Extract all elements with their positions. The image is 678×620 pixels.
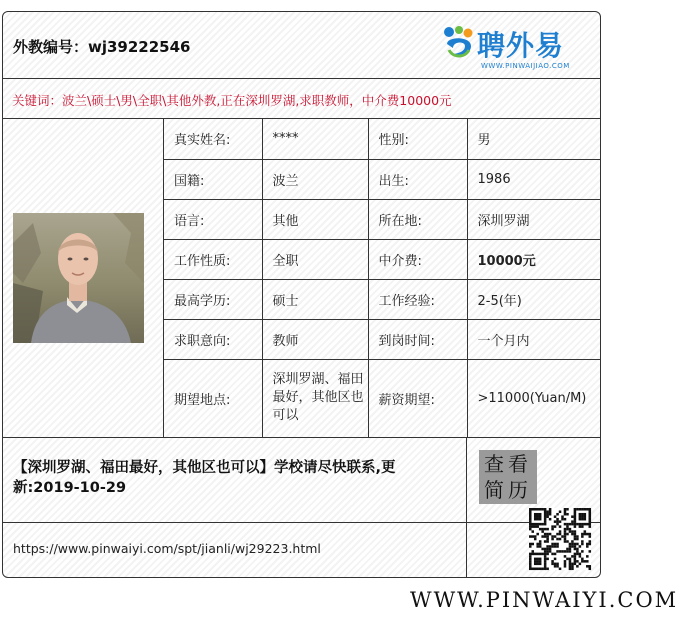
card-header	[3, 12, 600, 79]
profile-info	[3, 119, 600, 437]
label-gender: 性别:	[368, 119, 467, 159]
divider	[466, 437, 467, 578]
label-agency-fee: 中介费:	[368, 239, 467, 279]
value-job-type: 全职	[262, 239, 368, 279]
label-job-type: 工作性质:	[164, 239, 262, 279]
keywords-row	[3, 79, 600, 119]
logo-url: WWW.PINWAIJIAO.COM	[481, 62, 570, 70]
table-row	[164, 359, 600, 437]
logo-text: 聘外易	[477, 29, 565, 62]
teacher-profile-card	[2, 11, 601, 578]
label-birth: 出生:	[368, 159, 467, 199]
value-experience: 2-5(年)	[467, 279, 600, 319]
label-language: 语言:	[164, 199, 262, 239]
table-row	[164, 279, 600, 319]
value-start-time: 一个月内	[467, 319, 600, 359]
value-education: 硕士	[262, 279, 368, 319]
photo-cell	[3, 119, 164, 437]
site-watermark: WWW.PINWAIYI.COM	[410, 588, 678, 612]
value-expected-location: 深圳罗湖、福田最好，其他区也可以	[262, 359, 368, 437]
label-education: 最高学历:	[164, 279, 262, 319]
logo-mark-icon	[441, 22, 477, 62]
update-note: 【深圳罗湖、福田最好，其他区也可以】学校请尽快联系,更新:2019-10-29	[13, 460, 396, 496]
value-gender: 男	[467, 119, 600, 159]
label-job-intention: 求职意向:	[164, 319, 262, 359]
teacher-photo	[13, 213, 144, 343]
resume-url-link[interactable]: https://www.pinwaiyi.com/spt/jianli/wj29223.html	[13, 541, 321, 556]
label-start-time: 到岗时间:	[368, 319, 467, 359]
label-real-name: 真实姓名:	[164, 119, 262, 159]
value-language: 其他	[262, 199, 368, 239]
view-resume-button[interactable]: 查看简历	[479, 450, 537, 504]
url-row	[3, 523, 466, 578]
table-row	[164, 159, 600, 199]
value-birth: 1986	[467, 159, 600, 199]
value-location: 深圳罗湖	[467, 199, 600, 239]
table-row	[164, 319, 600, 359]
table-row	[164, 239, 600, 279]
label-expected-location: 期望地点:	[164, 359, 262, 437]
label-expected-salary: 薪资期望:	[368, 359, 467, 437]
value-nationality: 波兰	[262, 159, 368, 199]
value-expected-salary: >11000(Yuan/M)	[467, 359, 600, 437]
teacher-id: 外教编号：wj39222546	[13, 38, 191, 56]
label-nationality: 国籍:	[164, 159, 262, 199]
label-experience: 工作经验:	[368, 279, 467, 319]
value-agency-fee: 10000元	[467, 239, 600, 279]
value-real-name: ****	[262, 119, 368, 159]
keywords-text: 关键词：波兰\硕士\男\全职\其他外教,正在深圳罗湖,求职教师，中介费10000元	[12, 93, 452, 108]
site-logo[interactable]	[441, 22, 591, 72]
value-job-intention: 教师	[262, 319, 368, 359]
table-row	[164, 119, 600, 159]
qr-code-icon[interactable]	[529, 508, 591, 570]
table-row	[164, 199, 600, 239]
label-location: 所在地:	[368, 199, 467, 239]
profile-table	[164, 119, 600, 438]
